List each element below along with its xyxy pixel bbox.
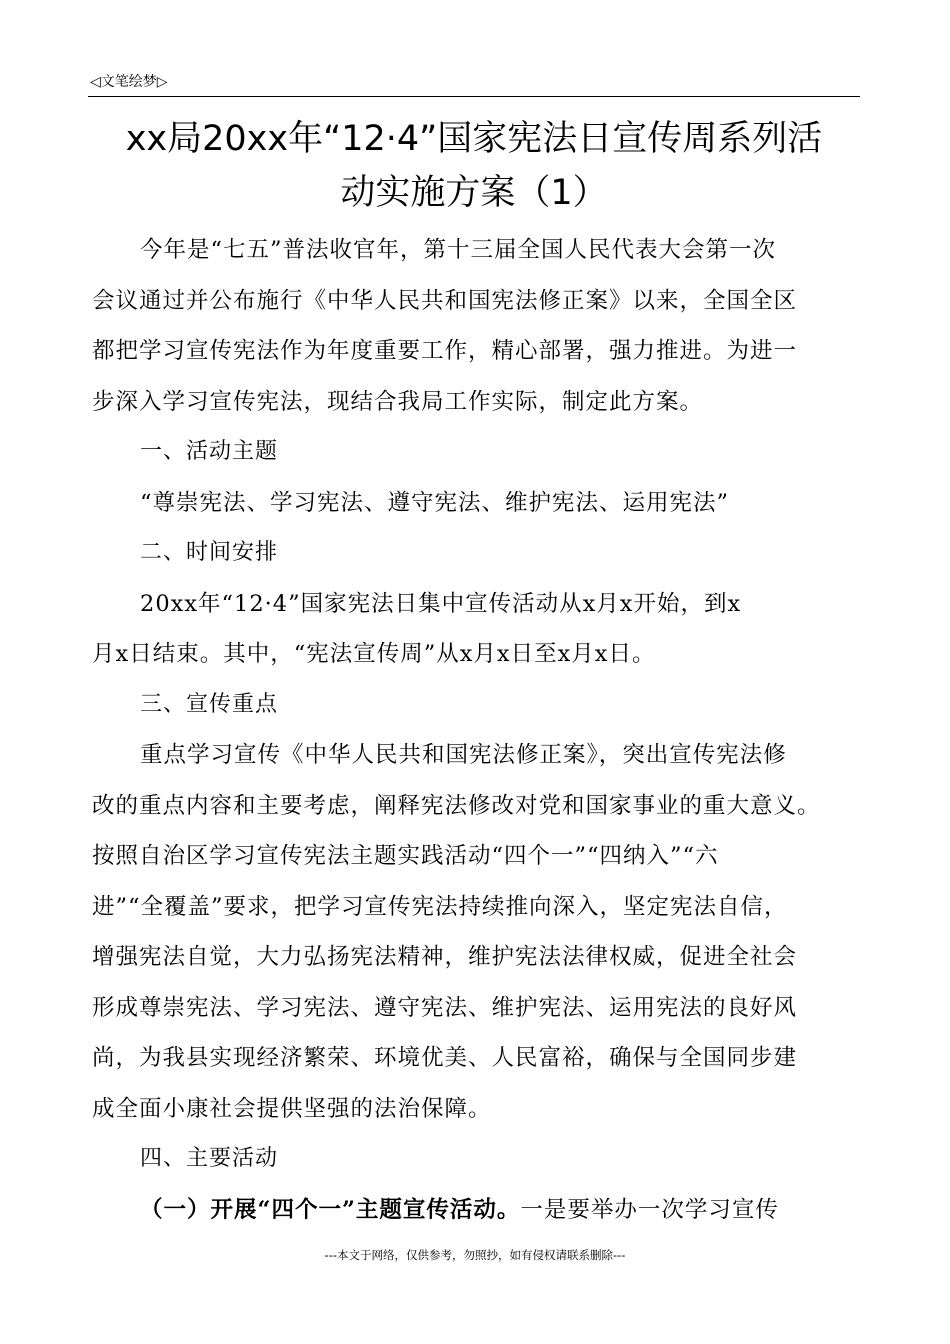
header-rule <box>88 96 860 97</box>
schedule-paragraph <box>92 579 862 680</box>
focus-paragraph <box>92 730 862 1134</box>
title-line-1: xx局20xx年“12·4”国家宪法日宣传周系列活 <box>125 119 823 159</box>
text-line: 增强宪法自觉，大力弘扬宪法精神，维护宪法法律权威，促进全社会 <box>92 944 798 970</box>
intro-paragraph <box>92 225 862 427</box>
section-heading-focus: 三、宣传重点 <box>140 691 279 717</box>
text-line: 月x日结束。其中，“宪法宣传周”从x月x日至x月x日。 <box>92 641 656 667</box>
text-line: 步深入学习宣传宪法，现结合我局工作实际，制定此方案。 <box>92 388 704 415</box>
section-heading-activities: 四、主要活动 <box>140 1146 279 1171</box>
activity-item-text: 一是要举办一次学习宣传 <box>520 1196 779 1223</box>
text-line: 今年是“七五”普法收官年，第十三届全国人民代表大会第一次 <box>140 237 777 263</box>
header-brand: ◁文笔绘梦▷ <box>90 74 168 90</box>
text-line: 按照自治区学习宣传宪法主题实践活动“四个一”“四纳入”“六 <box>92 843 719 869</box>
text-line: 都把学习宣传宪法作为年度重要工作，精心部署，强力推进。为进一 <box>92 338 798 364</box>
text-line: 形成尊崇宪法、学习宪法、遵守宪法、维护宪法、运用宪法的良好风 <box>92 994 798 1021</box>
document-title <box>88 112 860 220</box>
text-line: 改的重点内容和主要考虑，阐释宪法修改对党和国家事业的重大意义。 <box>92 792 821 819</box>
text-line: 进”“全覆盖”要求，把学习宣传宪法持续推向深入，坚定宪法自信， <box>92 893 788 920</box>
text-line: “尊崇宪法、学习宪法、遵守宪法、维护宪法、运用宪法” <box>140 489 730 516</box>
section-heading-schedule: 二、时间安排 <box>140 540 279 565</box>
text-line: 成全面小康社会提供坚强的法治保障。 <box>92 1095 492 1122</box>
document-body <box>92 225 862 1235</box>
text-line: 会议通过并公布施行《中华人民共和国宪法修正案》以来，全国全区 <box>92 287 798 314</box>
theme-paragraph <box>92 478 862 529</box>
section-heading-theme: 一、活动主题 <box>140 439 279 464</box>
text-line: 尚，为我县实现经济繁荣、环境优美、人民富裕，确保与全国同步建 <box>92 1045 798 1071</box>
text-line: 20xx年“12·4”国家宪法日集中宣传活动从x月x开始，到x <box>140 590 742 617</box>
activity-item-lead: （一）开展“四个一”主题宣传活动。 <box>140 1196 521 1223</box>
activities-paragraph <box>92 1185 862 1236</box>
title-line-2: 动实施方案（1） <box>340 173 608 213</box>
text-line: 重点学习宣传《中华人民共和国宪法修正案》，突出宣传宪法修 <box>140 742 787 768</box>
footer-disclaimer: ---本文于网络，仅供参考，勿照抄，如有侵权请联系删除--- <box>324 1248 626 1262</box>
